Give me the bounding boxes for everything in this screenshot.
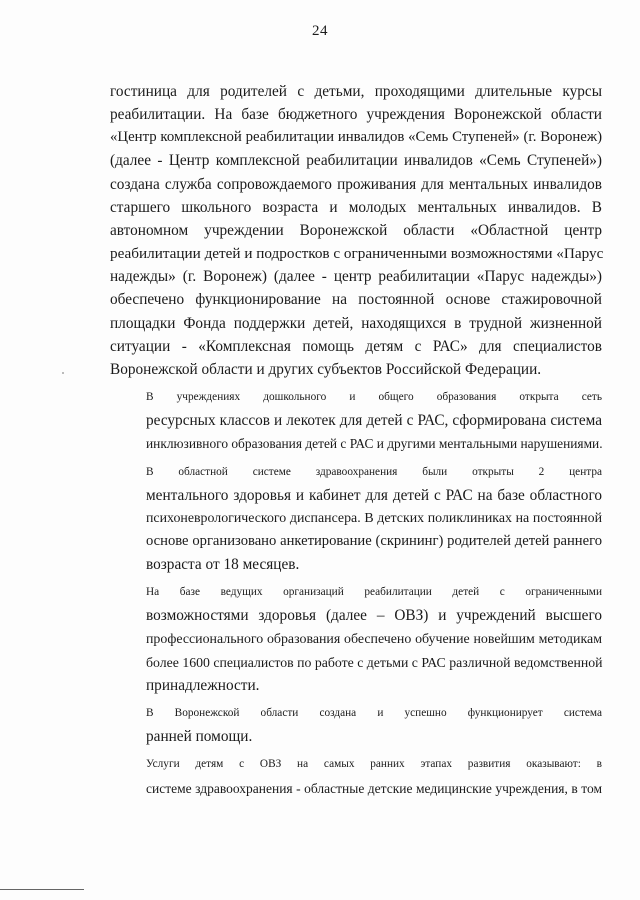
text-line: системе здравоохранения - областные детские медицинские учреждения, в том — [146, 780, 602, 796]
scan-margin-mark — [62, 372, 64, 374]
text-line: автономном учреждении Воронежской области «Областной центр — [110, 221, 602, 239]
text-line: возраста от 18 месяцев. — [146, 556, 300, 574]
text-line: Услуги детям с ОВЗ на самых ранних этапах развития оказывают: в — [146, 758, 602, 771]
paragraph-inclusive-education — [110, 386, 602, 455]
text-line: Воронежской области и других субъектов Российской Федерации. — [110, 360, 542, 378]
text-line: более 1600 специалистов по работе с детьми с РАС различной ведомственной — [146, 654, 603, 670]
text-line: обеспечено функционирование на постоянной основе стажировочной — [110, 291, 602, 309]
text-line: психоневрологического диспансера. В детских поликлиниках на постоянной — [146, 510, 602, 526]
text-line: ресурсных классов и лекотек для детей с РАС, сформирована система — [146, 412, 602, 430]
text-line: В учреждениях дошкольного и общего образования открыта сеть — [146, 391, 602, 404]
text-line: ментального здоровья и кабинет для детей с РАС на базе областного — [146, 486, 602, 504]
document-body — [110, 80, 602, 800]
text-line: ситуации - «Комплексная помощь детям с РАС» для специалистов — [110, 337, 602, 355]
text-line: старшего школьного возраста и молодых ментальных инвалидов. В — [110, 198, 602, 216]
text-line: ранней помощи. — [146, 728, 253, 746]
text-line: В Воронежской области создана и успешно функционирует система — [146, 707, 602, 720]
text-line: возможностями здоровья (далее – ОВЗ) и учреждений высшего — [146, 607, 602, 625]
text-line: В областной системе здравоохранения были открыты 2 центра — [146, 465, 602, 478]
text-line: надежды» (г. Воронеж) (далее - центр реабилитации «Парус надежды») — [110, 268, 602, 286]
text-line: На базе ведущих организаций реабилитации детей с ограниченными — [146, 586, 602, 599]
paragraph-healthcare — [110, 461, 602, 577]
footnote-divider — [0, 889, 84, 890]
text-line: площадки Фонда поддержки детей, находящихся в трудной жизненной — [110, 314, 602, 332]
text-line: «Центр комплексной реабилитации инвалидов «Семь Ступеней» (г. Воронеж) — [110, 129, 602, 146]
paragraph-specialist-training — [110, 581, 602, 697]
text-line: инклюзивного образования детей с РАС и другими ментальными нарушениями. — [146, 436, 603, 452]
paragraph-hotel-and-rehab-centers — [110, 80, 602, 381]
text-line: создана служба сопровождаемого проживания для ментальных инвалидов — [110, 175, 602, 193]
text-line: (далее - Центр комплексной реабилитации инвалидов «Семь Ступеней») — [110, 152, 602, 170]
text-line: реабилитации. На базе бюджетного учреждения Воронежской области — [110, 106, 602, 124]
text-line: основе организовано анкетирование (скрининг) родителей детей раннего — [146, 532, 602, 549]
text-line: профессионального образования обеспечено обучение новейшим методикам — [146, 631, 602, 647]
page-number: 24 — [312, 23, 328, 39]
paragraph-early-services — [110, 753, 602, 799]
text-line: реабилитации детей и подростков с ограниченными возможностями «Парус — [110, 245, 604, 263]
text-line: гостиница для родителей с детьми, проходящими длительные курсы — [110, 83, 602, 100]
text-line: принадлежности. — [146, 676, 260, 694]
paragraph-early-help-system — [110, 702, 602, 748]
